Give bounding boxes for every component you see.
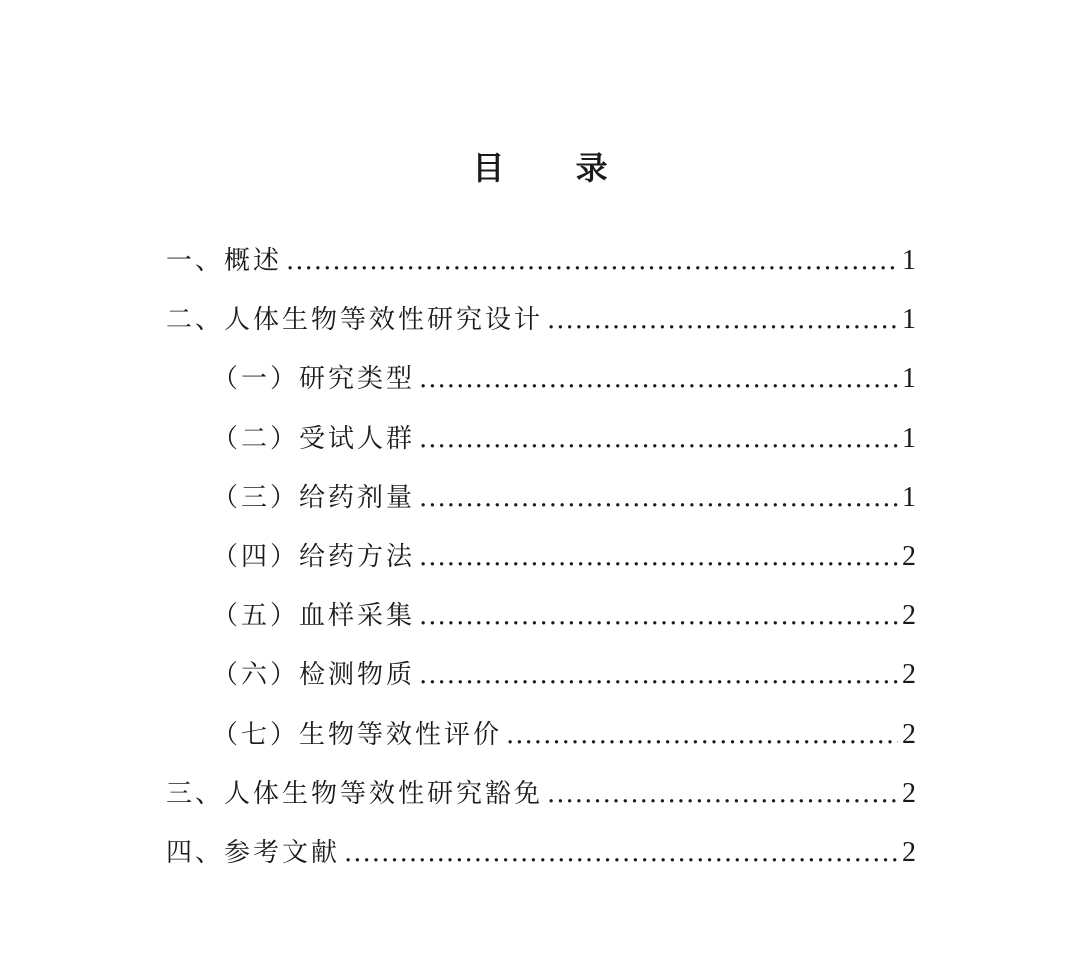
dot-leader [419,414,898,464]
toc-page-number: 2 [902,659,916,691]
dot-leader [547,295,898,345]
toc-page-number: 2 [902,540,916,572]
toc-entry-administration[interactable] [166,532,916,591]
toc-page-number: 2 [902,718,916,750]
page-title: 目 录 [472,149,638,187]
dot-leader [506,710,898,760]
toc-entry-label: （三）给药剂量 [212,482,416,513]
toc-entry-label: （六）检测物质 [212,660,416,691]
dot-leader [419,650,898,700]
toc-page-number: 1 [902,422,916,454]
toc-entry-label: 一、概述 [166,246,283,276]
dot-leader [547,769,898,819]
toc-page-number: 2 [902,600,916,632]
toc-entry-label: 二、人体生物等效性研究设计 [166,305,544,336]
toc-entry-waiver[interactable] [166,769,916,828]
toc-page-number: 1 [902,245,916,276]
dot-leader [419,532,898,582]
table-of-contents [166,236,916,887]
toc-entry-blood-sampling[interactable] [166,591,916,650]
toc-entry-study-design[interactable] [166,295,916,354]
toc-entry-study-type[interactable] [166,354,916,413]
toc-entry-label: （五）血样采集 [212,601,416,632]
toc-page-number: 1 [902,304,916,336]
toc-entry-label: （一）研究类型 [212,364,416,395]
toc-entry-analytes[interactable] [166,650,916,709]
dot-leader [419,591,898,641]
dot-leader [419,473,898,523]
dot-leader [419,354,898,404]
dot-leader [344,828,898,878]
toc-entry-label: （四）给药方法 [212,541,416,572]
toc-entry-label: 三、人体生物等效性研究豁免 [166,778,544,809]
toc-entry-overview[interactable] [166,236,916,295]
toc-entry-label: （七）生物等效性评价 [212,719,503,750]
toc-page-number: 1 [902,363,916,395]
toc-entry-subjects[interactable] [166,414,916,473]
toc-entry-label: 四、参考文献 [166,837,341,868]
toc-page-number: 1 [902,481,916,513]
dot-leader [286,236,898,286]
toc-page-number: 2 [902,777,916,809]
toc-page-number: 2 [902,836,916,868]
toc-entry-dose[interactable] [166,473,916,532]
toc-entry-be-evaluation[interactable] [166,710,916,769]
toc-entry-label: （二）受试人群 [212,423,416,454]
toc-entry-references[interactable] [166,828,916,887]
